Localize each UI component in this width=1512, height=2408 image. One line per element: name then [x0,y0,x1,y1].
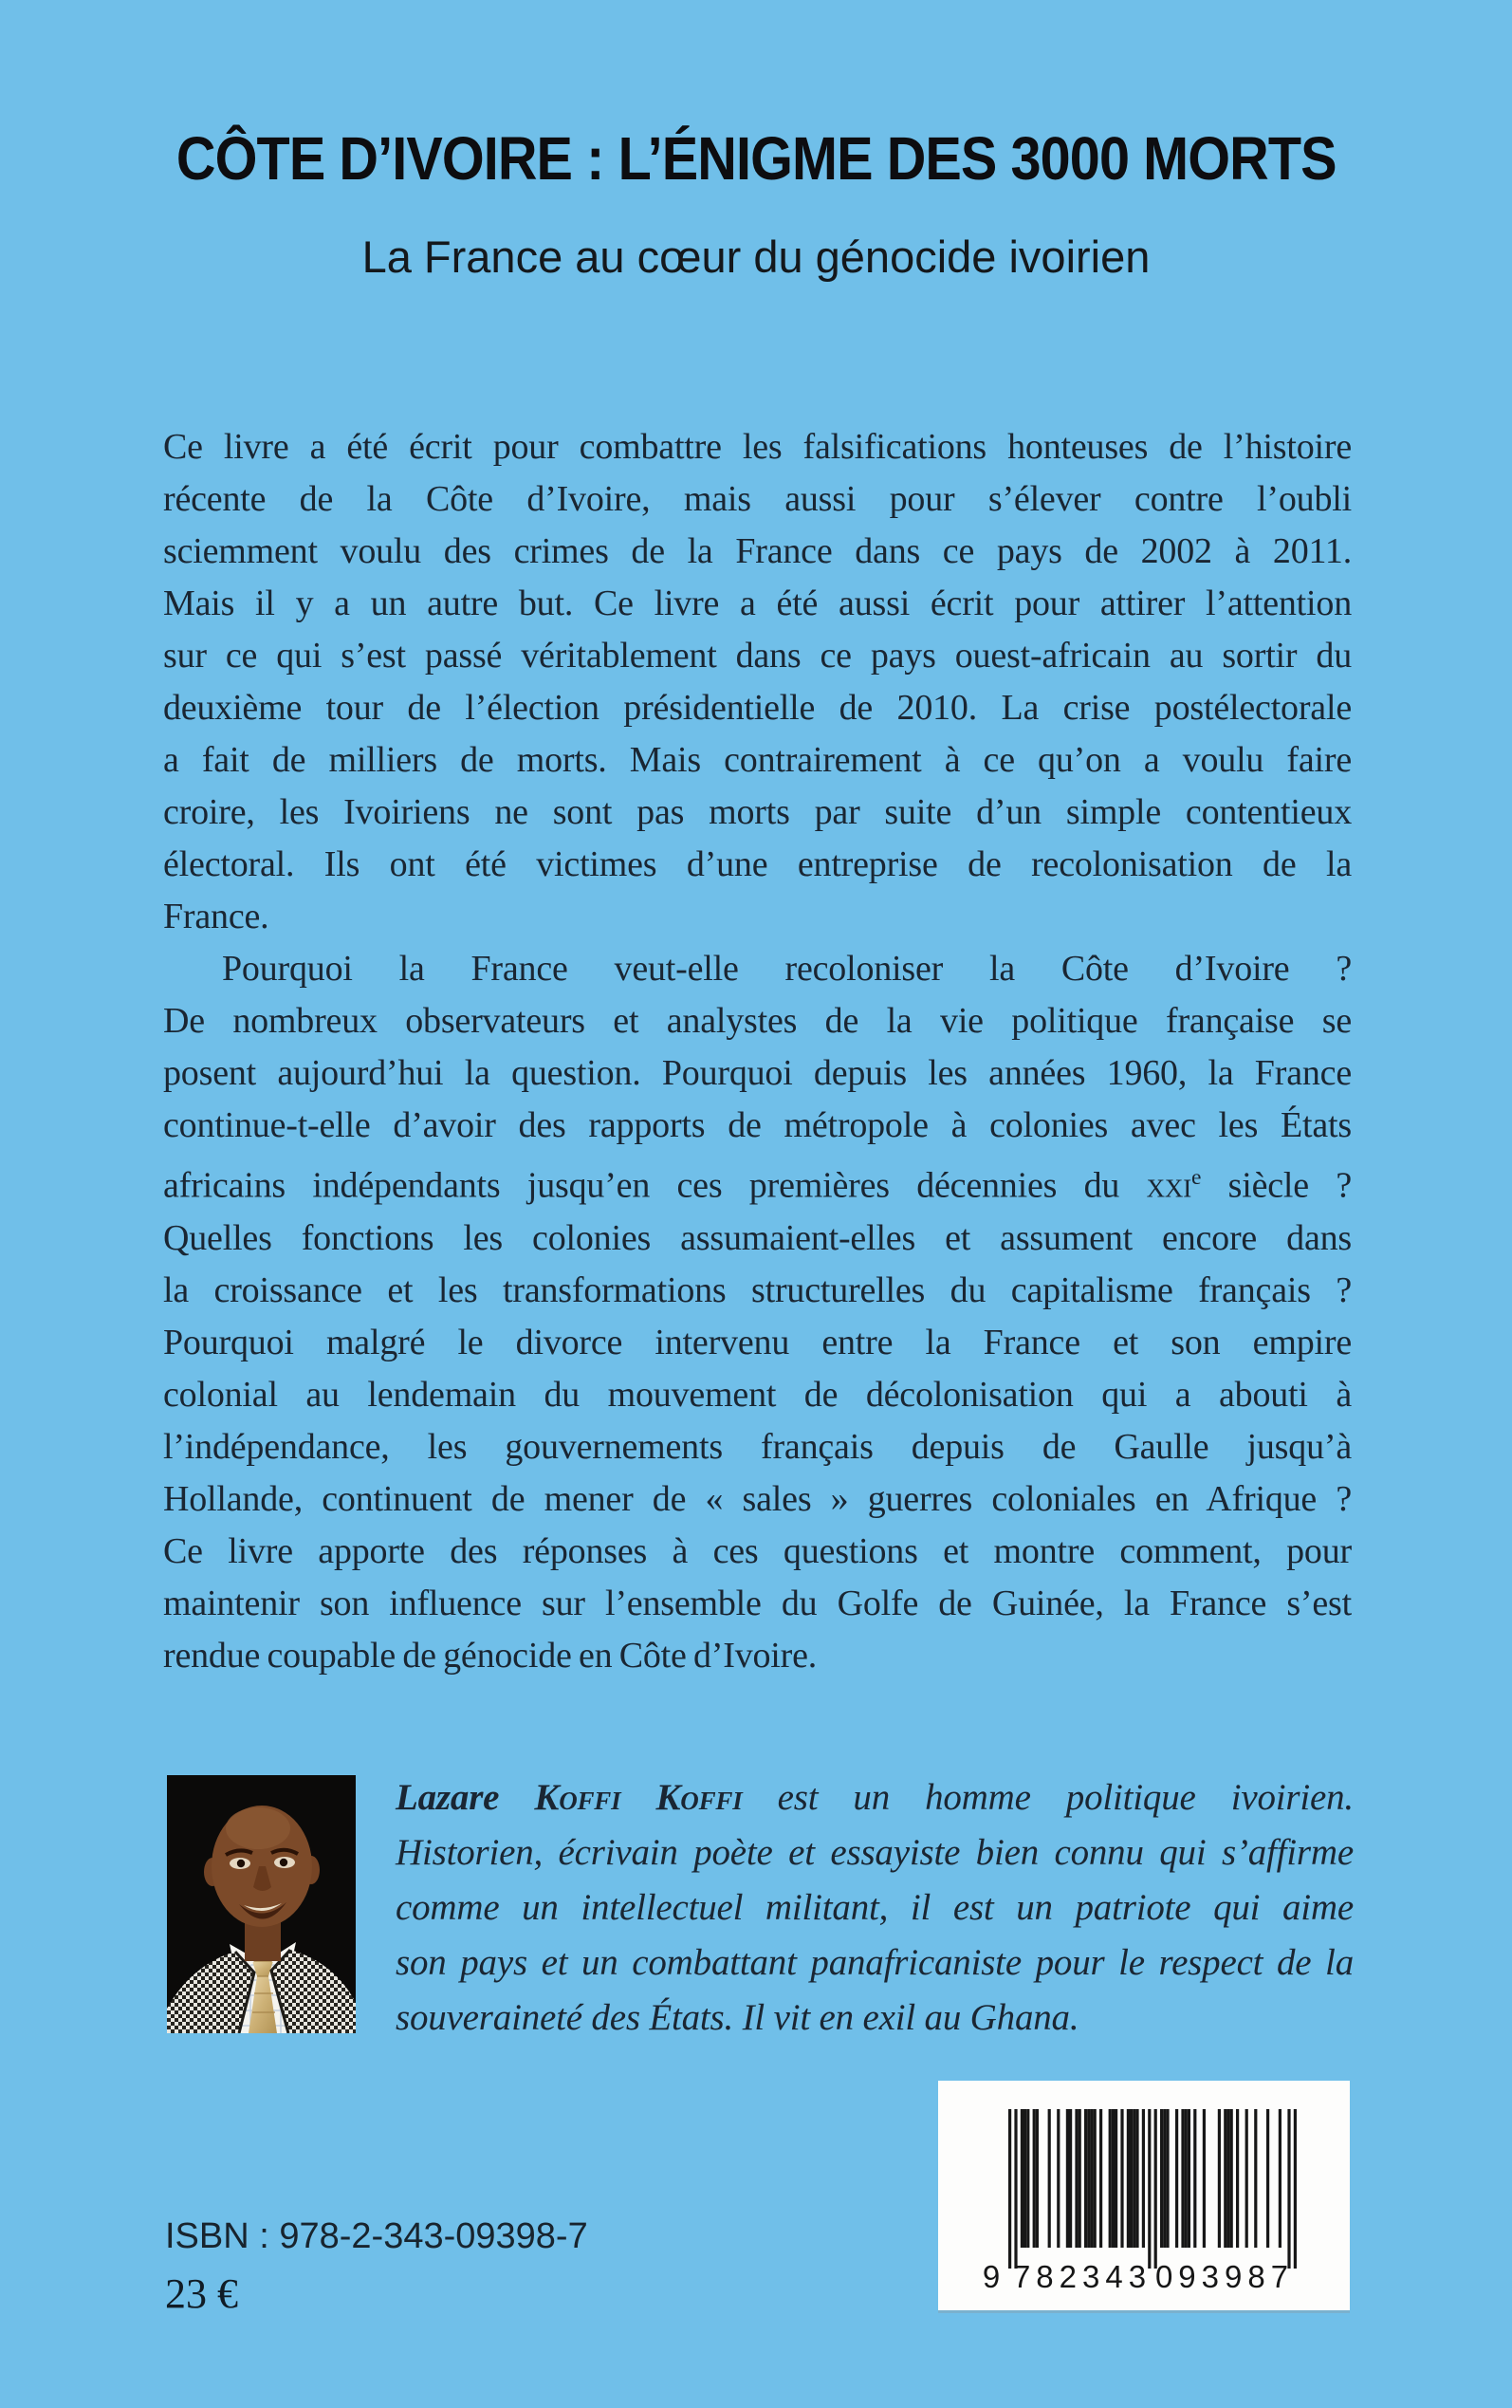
blurb-line-indented: Pourquoi la France veut-elle recoloniser la Côte d’Ivoire ? [222,949,1352,989]
blurb-line: la croissance et les transformations structurelles du capitalisme français ? [163,1269,1352,1310]
blurb-line-paragraph-end: France. [163,897,269,936]
blurb-line: sur ce qui s’est passé véritablement dans ce pays ouest-africain au sortir du [163,636,1352,676]
barcode-panel [938,2081,1350,2310]
roman-numeral-xxi: xxi [1146,1165,1191,1206]
blurb-line-15-post: siècle ? [1227,1165,1352,1206]
blurb-line: Quelles fonctions les colonies assumaient-elles et assument encore dans [163,1217,1352,1258]
blurb-line: Ce livre apporte des réponses à ces questions et montre comment, pour [163,1530,1352,1571]
book-title-text: CÔTE D’IVOIRE : L’ÉNIGME DES 3000 MORTS [175,124,1337,193]
book-title [0,123,1512,194]
bio-line: son pays et un combattant panafricaniste pour le respect de la [396,1942,1354,1983]
isbn-text: ISBN : 978-2-343-09398-7 [165,2216,588,2256]
bio-line [396,1770,1354,1825]
bio-line: Historien, écrivain poète et essayiste bien connu qui s’affirme [396,1832,1354,1873]
blurb-line: sciemment voulu des crimes de la France dans ce pays de 2002 à 2011. [163,531,1352,571]
blurb-line: De nombreux observateurs et analystes de la vie politique française se [163,1001,1352,1041]
book-subtitle: La France au cœur du génocide ivoirien [361,232,1151,282]
blurb-line: continue-t-elle d’avoir des rapports de métropole à colonies avec les États [163,1105,1352,1145]
blurb-line-with-roman-numeral [163,1152,1352,1213]
blurb-line: posent aujourd’hui la question. Pourquoi depuis les années 1960, la France [163,1053,1352,1093]
blurb-line-15-pre: africains indépendants jusqu’en ces premières décennies du [163,1165,1120,1206]
back-cover-blurb [163,421,1352,1682]
author-photo [167,1775,356,2033]
blurb-line: deuxième tour de l’élection présidentielle de 2010. La crise postélectorale [163,688,1352,728]
blurb-line-paragraph-end: rendue coupable de génocide en Côte d’Ivoire. [163,1635,818,1676]
price-text: 23 € [165,2270,238,2317]
blurb-line: a fait de milliers de morts. Mais contrairement à ce qu’on a voulu faire [163,740,1352,780]
blurb-line: récente de la Côte d’Ivoire, mais aussi pour s’élever contre l’oubli [163,479,1352,519]
blurb-line: Hollande, continuent de mener de « sales » guerres coloniales en Afrique ? [163,1478,1352,1519]
bio-line: comme un intellectuel militant, il est un patriote qui aime [396,1887,1354,1928]
blurb-line: Ce livre a été écrit pour combattre les falsifications honteuses de l’histoire [163,427,1352,467]
blurb-line: électoral. Ils ont été victimes d’une entreprise de recolonisation de la [163,844,1352,884]
blurb-line: Mais il y a un autre but. Ce livre a été aussi écrit pour attirer l’attention [163,583,1352,623]
barcode-bars [1008,2109,1297,2269]
blurb-line: Pourquoi malgré le divorce intervenu entre la France et son empire [163,1322,1352,1362]
author-name-surname: Koffi Koffi [534,1777,743,1818]
ean13-barcode [976,2109,1310,2291]
barcode-digit-left: 9 [982,2259,1001,2291]
blurb-line: croire, les Ivoiriens ne sont pas morts par suite d’un simple contentieux [163,792,1352,832]
ordinal-superscript: e [1190,1165,1202,1190]
author-name-first: Lazare [396,1777,500,1818]
barcode-digits-group2: 093987 [1154,2259,1295,2291]
bio-line-last: souveraineté des États. Il vit en exil au Ghana. [396,1997,1079,2038]
blurb-line: colonial au lendemain du mouvement de décolonisation qui a abouti à [163,1374,1352,1415]
blurb-line: l’indépendance, les gouvernements français depuis de Gaulle jusqu’à [163,1426,1352,1467]
barcode-digits-group1: 782343 [1012,2259,1152,2291]
bio-line-1-rest: est un homme politique ivoirien. [777,1777,1354,1818]
author-bio [396,1770,1354,2046]
blurb-line: maintenir son influence sur l’ensemble du Golfe de Guinée, la France s’est [163,1583,1352,1623]
